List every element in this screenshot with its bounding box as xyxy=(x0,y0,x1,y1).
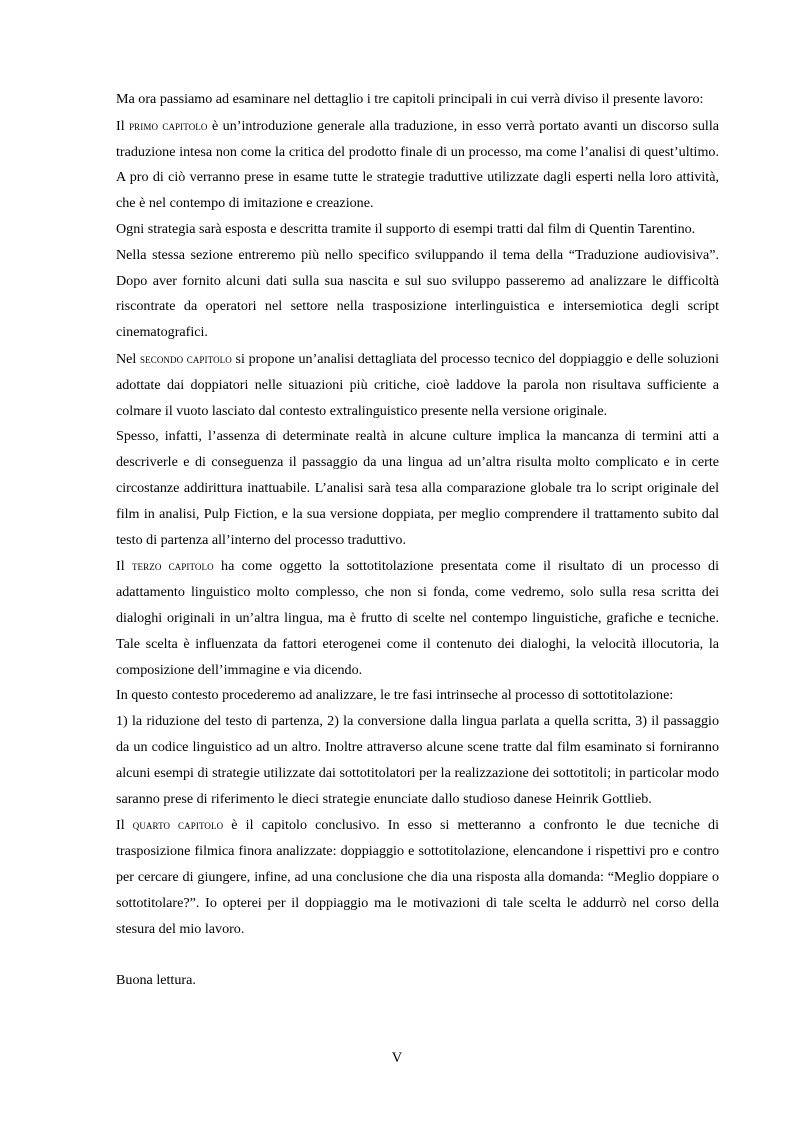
chapter2-analysis-paragraph: Spesso, infatti, l’assenza di determinate realtà in alcune culture implica la mancanza di termini atti a descriverle e di conseguenza il passaggio da una lingua ad un’altra risulta molto complicato e in certe circostanze addirittura inattuabile. L’analisi sarà tesa alla comparazione globale tra lo script originale del film in analisi, Pulp Fiction, e la sua versione doppiata, per meglio comprendere il trattamento subito dal testo di partenza all’interno del processo traduttivo. xyxy=(116,428,719,548)
closing-line: Buona lettura. xyxy=(116,972,196,989)
chapter4-prefix: Il xyxy=(116,817,133,834)
chapter1-prefix: Il xyxy=(116,117,130,134)
chapter1-paragraph xyxy=(116,113,719,217)
chapter4-label: quarto capitolo xyxy=(132,817,224,833)
chapter3-phases-list: 1) la riduzione del testo di partenza, 2) la conversione dalla lingua parlata a quella scritta, 3) il passaggio da un codice linguistico ad un altro. Inoltre attraverso alcune scene tratte dal film esaminato si forniranno alcuni esempi di strategie utilizzate dai sottotitolatori per la realizzazione dei sottotitoli; in particolar modo saranno prese di riferimento le dieci strategie enunciate dallo studioso danese Heinrik Gottlieb. xyxy=(116,713,719,807)
intro-paragraph: Ma ora passiamo ad esaminare nel dettaglio i tre capitoli principali in cui verrà diviso il presente lavoro: xyxy=(116,91,704,107)
chapter3-text: ha come oggetto la sottotitolazione presentata come il risultato di un processo di adattamento linguistico molto complesso, che non si fonda, come vedremo, solo sulla resa scritta dei dialoghi originali in un’altra lingua, ma è frutto di scelte nel contempo linguistiche, grafiche e tecniche. Tale scelta è influenzata da fattori eterogenei come il contenuto dei dialoghi, la velocità illocutoria, la composizione dell’immagine e via dicendo. xyxy=(116,558,720,678)
chapter2-text: si propone un’analisi dettagliata del processo tecnico del doppiaggio e delle soluzioni adottate dai doppiatori nelle situazioni più critiche, cioè laddove la parola non risultava sufficiente a colmare il vuoto lasciato dal contesto extralinguistico presente nella versione originale. xyxy=(116,350,720,419)
chapter3-phases-intro: In questo contesto procederemo ad analizzare, le tre fasi intrinseche al processo di sottotitolazione: xyxy=(116,687,674,704)
chapter1-text: è un’introduzione generale alla traduzione, in esso verrà portato avanti un discorso sulla traduzione intesa non come la critica del prodotto finale di un processo, ma come l’analisi di quest’ultimo. A pro di ciò verranno prese in esame tutte le strategie traduttive utilizzate dagli esperti nella loro attività, che è nel contempo di imitazione e creazione. xyxy=(116,117,719,212)
chapter3-paragraph xyxy=(116,553,719,683)
chapter3-label: terzo capitolo xyxy=(131,558,214,574)
chapter1-strategies-paragraph: Ogni strategia sarà esposta e descritta tramite il supporto di esempi tratti dal film di Quentin Tarentino. xyxy=(116,220,696,237)
document-body xyxy=(116,87,719,994)
chapter2-paragraph xyxy=(116,346,719,424)
chapter4-text: è il capitolo conclusivo. In esso si metteranno a confronto le due tecniche di trasposizione filmica finora analizzate: doppiaggio e sottotitolazione, elencandone i rispettivi pro e contro per cercare di giungere, infine, ad una conclusione che dia una risposta alla domanda: “Meglio doppiare o sottotitolare?”. Io opterei per il doppiaggio ma le motivazioni di tale scelta le addurrò nel corso della stesura del mio lavoro. xyxy=(116,817,720,937)
chapter3-prefix: Il xyxy=(116,558,132,575)
page-number: V xyxy=(391,1050,403,1066)
chapter1-label: primo capitolo xyxy=(129,117,208,133)
chapter4-paragraph xyxy=(116,812,719,942)
chapter2-label: secondo capitolo xyxy=(140,350,232,366)
chapter1-audiovisual-paragraph: Nella stessa sezione entreremo più nello specifico sviluppando il tema della “Traduzione audiovisiva”. Dopo aver fornito alcuni dati sulla sua nascita e sul suo sviluppo passeremo ad analizzare le difficoltà riscontrate da operatori nel settore nella trasposizione interlinguistica e intersemiotica degli script cinematografici. xyxy=(116,246,719,341)
chapter2-prefix: Nel xyxy=(116,350,141,367)
